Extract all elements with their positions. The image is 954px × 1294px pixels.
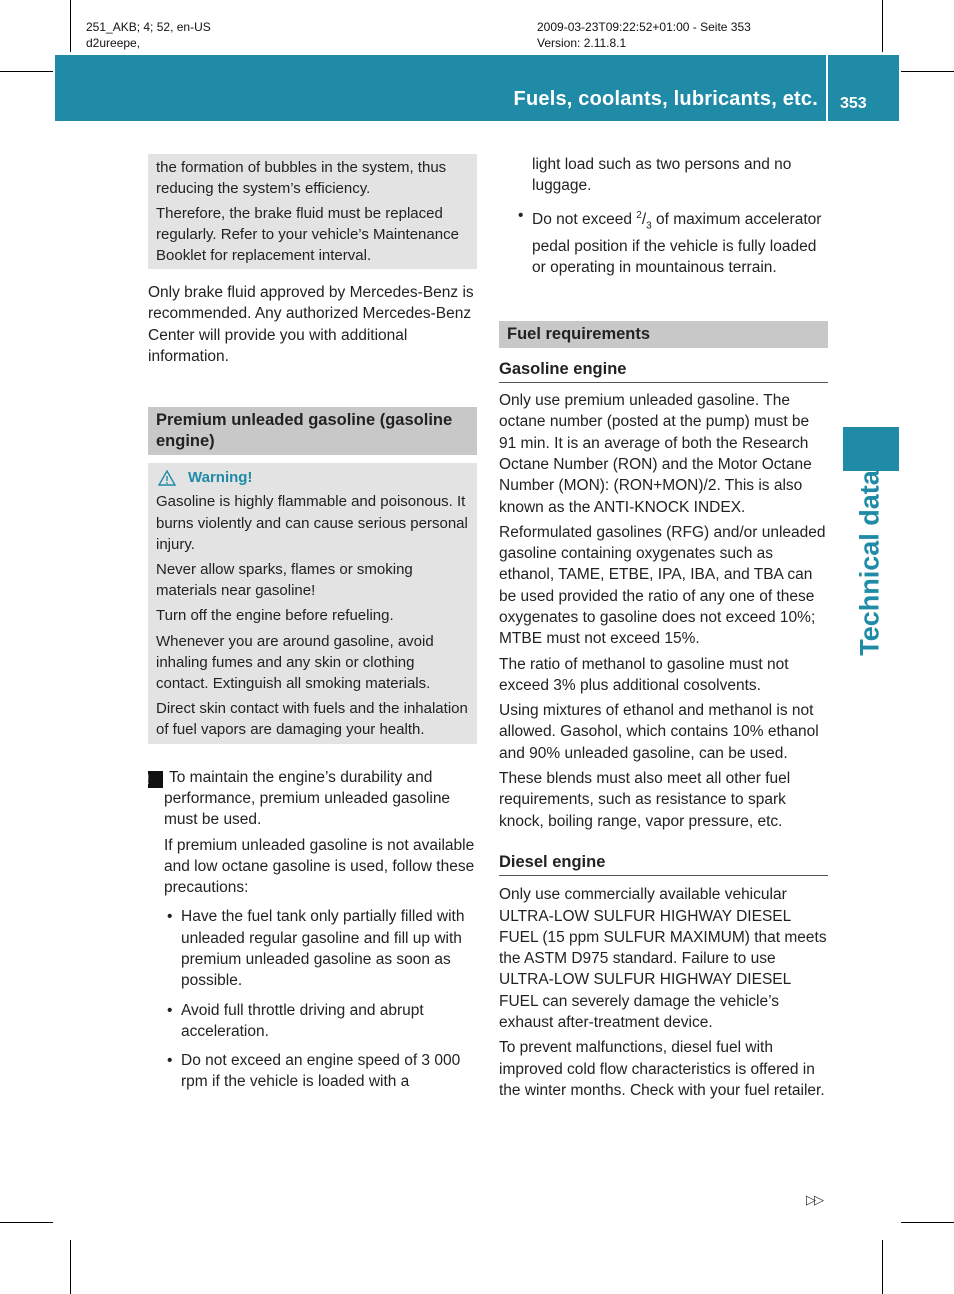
print-meta-left xyxy=(86,19,211,51)
crop-mark xyxy=(0,1222,53,1223)
paragraph: Using mixtures of ethanol and methanol is not allowed. Gasohol, which contains 10% ethanol and 90% unleaded gasoline, can be used. xyxy=(499,702,819,762)
paragraph: Only use commercially available vehicular ULTRA-LOW SULFUR HIGHWAY DIESEL FUEL (15 ppm SULFUR MAXIMUM) that meets the ASTM D975 standard. Failure to use ULTRA-LOW SULFUR HIGHWAY DIESEL FUEL can severely damage the vehicle’s exhaust after-treatment device. xyxy=(499,886,827,1032)
box-paragraph: the formation of bubbles in the system, thus reducing the system’s efficiency. xyxy=(156,159,447,197)
note-block xyxy=(145,767,477,1093)
bullet-text: Avoid full throttle driving and abrupt acceleration. xyxy=(181,1001,424,1040)
subheading-gasoline xyxy=(499,359,828,383)
warning-header xyxy=(156,467,469,488)
side-tab-marker xyxy=(843,427,899,471)
paragraph: These blends must also meet all other fuel requirements, such as resistance to spark knock, boiling range, vapor pressure, etc. xyxy=(499,770,791,830)
crop-mark xyxy=(882,0,883,52)
fraction-denominator: 3 xyxy=(646,219,652,231)
fraction-numerator: 2 xyxy=(636,209,642,221)
crop-mark xyxy=(0,71,53,72)
warning-paragraph: Never allow sparks, flames or smoking materials near gasoline! xyxy=(156,561,413,600)
bullet-text: Do not exceed xyxy=(532,210,632,228)
continue-arrows-icon: ▷▷ xyxy=(806,1192,822,1207)
meta-line: 251_AKB; 4; 52, en-US xyxy=(86,20,211,34)
warning-box xyxy=(148,463,477,743)
brake-fluid-box xyxy=(148,154,477,269)
side-tab-label: Technical data xyxy=(854,470,885,656)
continued-text: light load such as two persons and no luggage. xyxy=(532,156,792,195)
crop-mark xyxy=(901,1222,954,1223)
meta-line: d2ureepe, xyxy=(86,36,141,50)
section-heading-fuel-requirements xyxy=(499,321,828,348)
list-item: • Do not exceed $^2/_3$ of maximum accelerator pedal position if the vehicle is fully loaded or operating in mountainous terrain. xyxy=(518,206,822,277)
warning-title: Warning! xyxy=(188,469,253,487)
meta-line: Version: 2.11.8.1 xyxy=(537,36,627,50)
warning-paragraph: Direct skin contact with fuels and the inhalation of fuel vapors are damaging your health. xyxy=(156,700,468,739)
crop-mark xyxy=(70,1240,71,1294)
note-paragraph xyxy=(145,767,477,831)
subheading-text: Gasoline engine xyxy=(499,359,627,378)
note-text: To maintain the engine’s durability and performance, premium unleaded gasoline must be used. xyxy=(164,768,451,829)
paragraph: Reformulated gasolines (RFG) and/or unleaded gasoline containing oxygenates such as ethanol, TAME, ETBE, IPA, IBA, and TBA can be used provided the ratio of any one of these oxygenates to gasoline does not exceed 10%; MTBE must not exceed 15%. xyxy=(499,523,826,648)
subheading-text: Diesel engine xyxy=(499,852,606,871)
warning-paragraph: Gasoline is highly flammable and poisonous. It burns violently and can cause serious personal injury. xyxy=(156,493,468,553)
paragraph: To prevent malfunctions, diesel fuel with improved cold flow characteristics is offered in the winter months. Check with your fuel retailer. xyxy=(499,1039,825,1099)
warning-paragraph: Turn off the engine before refueling. xyxy=(156,607,394,625)
exclamation-icon: ! xyxy=(148,771,163,788)
list-item: • Avoid full throttle driving and abrupt acceleration. xyxy=(167,1001,424,1040)
fraction-slash: / xyxy=(641,210,647,228)
bullet-text: of maximum accelerator pedal position if the vehicle is fully loaded or operating in mountainous terrain. xyxy=(532,210,822,277)
warning-paragraph: Whenever you are around gasoline, avoid inhaling fumes and any skin or clothing contact. Extinguish all smoking materials. xyxy=(156,632,434,693)
paragraph: Only brake fluid approved by Mercedes-Benz is recommended. Any authorized Mercedes-Benz Center will provide you with additional information. xyxy=(148,284,474,365)
chapter-title: Fuels, coolants, lubricants, etc. xyxy=(513,88,818,110)
section-heading-text: Premium unleaded gasoline (gasoline engine) xyxy=(156,411,453,451)
warning-triangle-icon xyxy=(158,470,176,486)
section-heading-text: Fuel requirements xyxy=(507,324,651,343)
paragraph: Only use premium unleaded gasoline. The octane number (posted at the pump) must be 91 min. It is an average of both the Research Octane Number (RON) and the Motor Octane Number (MON): (RON+MON)/2. This is also known as the ANTI-KNOCK INDEX. xyxy=(499,392,812,516)
page-number: 353 xyxy=(840,95,867,112)
box-paragraph: Therefore, the brake fluid must be replaced regularly. Refer to your vehicle’s Maintenance Booklet for replacement interval. xyxy=(156,205,459,264)
note-bullets xyxy=(148,906,477,1092)
crop-mark xyxy=(882,1240,883,1294)
note-paragraph: If premium unleaded gasoline is not available and low octane gasoline is used, follow these precautions: xyxy=(164,836,475,897)
left-column xyxy=(145,154,477,1093)
bullet-text: Have the fuel tank only partially filled with unleaded regular gasoline and fill up with premium unleaded gasoline as soon as possible. xyxy=(181,908,465,990)
meta-line: 2009-03-23T09:22:52+01:00 - Seite 353 xyxy=(537,20,751,34)
print-meta-right xyxy=(537,19,751,51)
subheading-diesel xyxy=(499,852,828,876)
list-item: • Do not exceed an engine speed of 3 000 rpm if the vehicle is loaded with a xyxy=(167,1052,461,1091)
banner-divider xyxy=(826,55,828,121)
right-column xyxy=(499,154,828,1101)
paragraph: The ratio of methanol to gasoline must not exceed 3% plus additional cosolvents. xyxy=(499,655,789,694)
bullet-text: Do not exceed an engine speed of 3 000 rpm if the vehicle is loaded with a xyxy=(181,1052,461,1091)
crop-mark xyxy=(70,0,71,52)
crop-mark xyxy=(901,71,954,72)
section-heading-premium xyxy=(148,407,477,455)
list-item: • Have the fuel tank only partially filled with unleaded regular gasoline and fill up with premium unleaded gasoline as soon as possible. xyxy=(167,908,465,990)
